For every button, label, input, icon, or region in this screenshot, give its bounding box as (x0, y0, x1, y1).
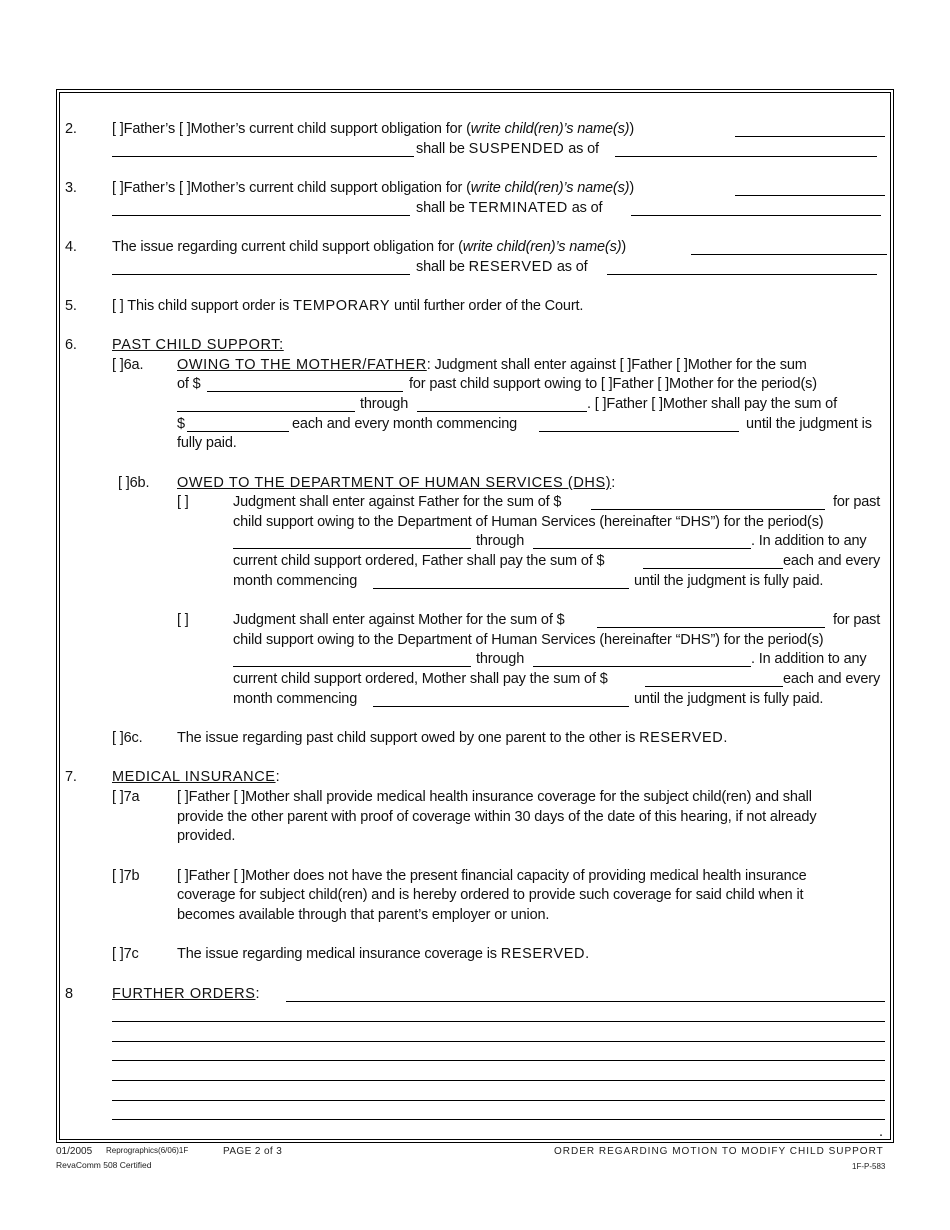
further-orders-line[interactable] (112, 1021, 885, 1022)
form-title: ORDER REGARDING MOTION TO MODIFY CHILD SUPPORT (554, 1146, 884, 1157)
page-number: PAGE 2 of 3 (223, 1146, 283, 1157)
period-to-blank[interactable] (417, 411, 587, 412)
reprographics: Reprographics(6/06)1F (106, 1146, 189, 1155)
item-number: 6. (65, 337, 77, 353)
section-heading: MEDICAL INSURANCE: (112, 769, 280, 785)
6b-mother-l2: child support owing to the Department of Human Services (hereinafter “DHS”) for the period(s) (233, 632, 824, 648)
monthly-amount-blank[interactable] (187, 431, 289, 432)
checkbox-7b[interactable]: [ ]7b (112, 868, 140, 884)
6b-father-l2: child support owing to the Department of Human Services (hereinafter “DHS”) for the period(s) (233, 514, 824, 530)
7b-l2: coverage for subject child(ren) and is hereby ordered to provide such coverage for said child when it (177, 887, 804, 903)
item-2-text: [ ]Father’s [ ]Mother’s current child support obligation for (write child(ren)’s name(s)) (112, 121, 635, 137)
6a-line-3b: . [ ]Father [ ]Mother shall pay the sum of (587, 396, 837, 412)
certified: RevaComm 508 Certified (56, 1160, 152, 1170)
6b-mother-l1a: Judgment shall enter against Mother for the sum of $ (233, 612, 565, 628)
father-sum-blank[interactable] (591, 509, 825, 510)
father-period-to-blank[interactable] (533, 548, 751, 549)
7a-l2: provide the other parent with proof of coverage within 30 days of the date of this hearing, if not already (177, 809, 817, 825)
6b-father-l5a: month commencing (233, 573, 358, 589)
item-number: 8 (65, 986, 73, 1002)
further-orders-line[interactable] (286, 1001, 885, 1002)
mother-sum-blank[interactable] (597, 627, 825, 628)
item-number: 5. (65, 298, 77, 314)
6a-line-2b: for past child support owing to [ ]Father [ ]Mother for the period(s) (409, 376, 817, 392)
7c-text: The issue regarding medical insurance coverage is RESERVED. (177, 946, 589, 962)
6b-heading: OWED TO THE DEPARTMENT OF HUMAN SERVICES (DHS): (177, 475, 616, 491)
checkbox-6b-father[interactable]: [ ] (177, 494, 189, 510)
6b-mother-l5b: until the judgment is fully paid. (634, 691, 824, 707)
further-orders-line[interactable] (112, 1100, 885, 1101)
item-5-text: [ ] This child support order is TEMPORARY until further order of the Court. (112, 298, 584, 314)
6b-father-l3a: through (476, 533, 525, 549)
6b-father-l5b: until the judgment is fully paid. (634, 573, 824, 589)
6b-mother-l3b: . In addition to any (751, 651, 867, 667)
father-commencing-blank[interactable] (373, 588, 629, 589)
section-heading: FURTHER ORDERS: (112, 986, 260, 1002)
6c-text: The issue regarding past child support owed by one parent to the other is RESERVED. (177, 730, 728, 746)
6a-line-4c: until the judgment is (746, 416, 872, 432)
6a-line-4a: $ (177, 416, 185, 432)
6b-father-l1b: for past (833, 494, 881, 510)
father-period-from-blank[interactable] (233, 548, 471, 549)
item-number: 7. (65, 769, 77, 785)
as-of-date-blank[interactable] (615, 156, 877, 157)
commencing-date-blank[interactable] (539, 431, 739, 432)
item-number: 4. (65, 239, 77, 255)
children-names-blank-2[interactable] (112, 274, 410, 275)
checkbox-6b[interactable]: [ ]6b. (118, 475, 150, 491)
period-from-blank[interactable] (177, 411, 355, 412)
checkbox-6b-mother[interactable]: [ ] (177, 612, 189, 628)
6b-mother-l4a: current child support ordered, Mother shall pay the sum of $ (233, 671, 608, 687)
father-monthly-blank[interactable] (643, 568, 783, 569)
end-period: . (879, 1124, 883, 1140)
mother-period-to-blank[interactable] (533, 666, 751, 667)
mother-commencing-blank[interactable] (373, 706, 629, 707)
7b-l3: becomes available through that parent’s employer or union. (177, 907, 550, 923)
item-4-text-b: shall be RESERVED as of (416, 259, 588, 275)
item-4-text: The issue regarding current child support obligation for (write child(ren)’s name(s)) (112, 239, 627, 255)
further-orders-line[interactable] (112, 1080, 885, 1081)
as-of-date-blank[interactable] (607, 274, 877, 275)
checkbox-6a[interactable]: [ ]6a. (112, 357, 144, 373)
further-orders-line[interactable] (112, 1060, 885, 1061)
7a-l1: [ ]Father [ ]Mother shall provide medical health insurance coverage for the subject child(ren) and shall (177, 789, 812, 805)
6a-line-4b: each and every month commencing (292, 416, 518, 432)
further-orders-line[interactable] (112, 1119, 885, 1120)
mother-monthly-blank[interactable] (645, 686, 783, 687)
sum-blank[interactable] (207, 391, 403, 392)
6a-line-3a: through (360, 396, 409, 412)
item-3-text: [ ]Father’s [ ]Mother’s current child support obligation for (write child(ren)’s name(s)) (112, 180, 635, 196)
6b-father-l3b: . In addition to any (751, 533, 867, 549)
children-names-blank-2[interactable] (112, 156, 414, 157)
checkbox-7c[interactable]: [ ]7c (112, 946, 139, 962)
6b-mother-l5a: month commencing (233, 691, 358, 707)
7b-l1: [ ]Father [ ]Mother does not have the present financial capacity of providing medical health insurance (177, 868, 807, 884)
further-orders-line[interactable] (112, 1041, 885, 1042)
checkbox-6c[interactable]: [ ]6c. (112, 730, 143, 746)
item-3-text-b: shall be TERMINATED as of (416, 200, 603, 216)
checkbox-7a[interactable]: [ ]7a (112, 789, 140, 805)
6a-line-1: OWING TO THE MOTHER/FATHER: Judgment shall enter against [ ]Father [ ]Mother for the sum (177, 357, 807, 373)
7a-l3: provided. (177, 828, 236, 844)
mother-period-from-blank[interactable] (233, 666, 471, 667)
children-names-blank[interactable] (735, 136, 885, 137)
form-number: 1F-P-583 (852, 1162, 886, 1171)
as-of-date-blank[interactable] (631, 215, 881, 216)
6b-mother-l4b: each and every (783, 671, 881, 687)
6b-father-l4a: current child support ordered, Father shall pay the sum of $ (233, 553, 605, 569)
section-heading: PAST CHILD SUPPORT: (112, 337, 284, 353)
6b-father-l4b: each and every (783, 553, 881, 569)
children-names-blank[interactable] (735, 195, 885, 196)
6b-mother-l1b: for past (833, 612, 881, 628)
item-number: 2. (65, 121, 77, 137)
children-names-blank[interactable] (691, 254, 887, 255)
6b-mother-l3a: through (476, 651, 525, 667)
6b-father-l1a: Judgment shall enter against Father for the sum of $ (233, 494, 562, 510)
6a-line-5: fully paid. (177, 435, 237, 451)
item-number: 3. (65, 180, 77, 196)
form-date: 01/2005 (56, 1146, 93, 1157)
children-names-blank-2[interactable] (112, 215, 410, 216)
item-2-text-b: shall be SUSPENDED as of (416, 141, 599, 157)
6a-line-2a: of $ (177, 376, 201, 392)
